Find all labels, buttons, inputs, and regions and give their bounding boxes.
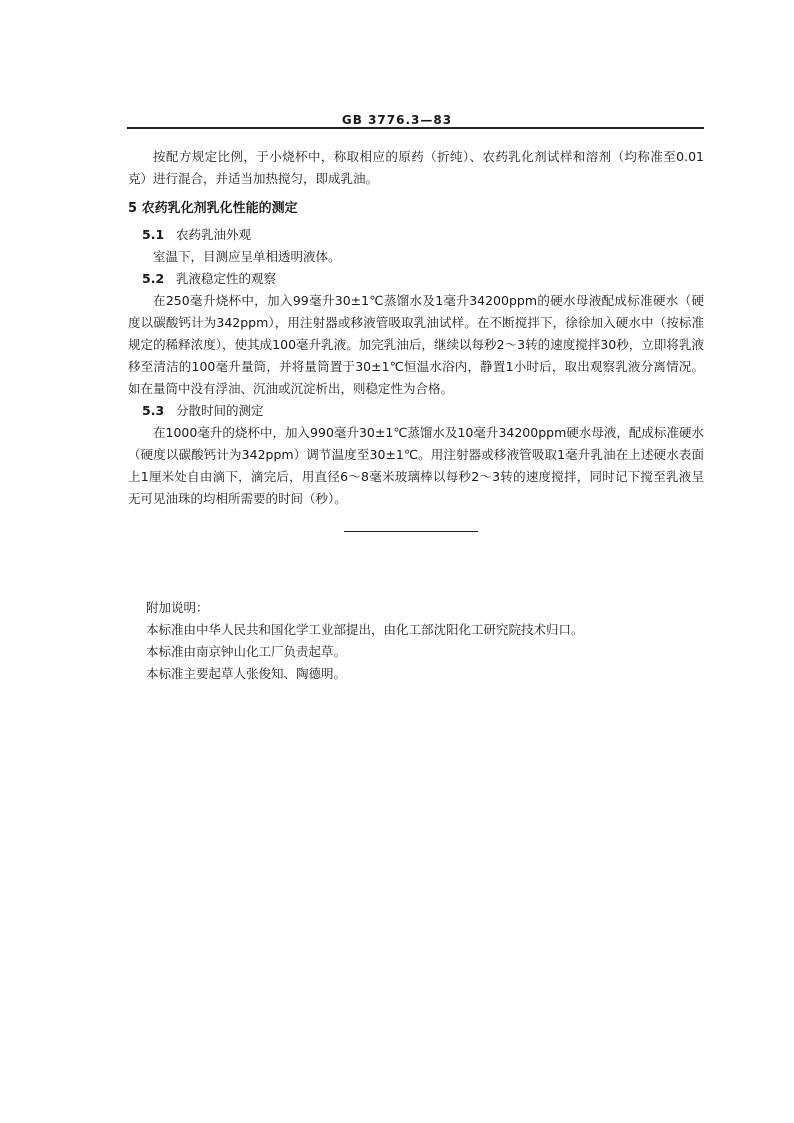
intro-paragraph: 按配方规定比例，于小烧杯中，称取相应的原药（折纯）、农药乳化剂试样和溶剂（均称准至0.01克）进行混合，并适当加热搅匀，即成乳油。 xyxy=(128,149,704,186)
main-text xyxy=(128,146,704,510)
section-title: 分散时间的测定 xyxy=(175,403,264,418)
appendix-notes xyxy=(146,597,666,685)
section-5-2-heading xyxy=(128,268,704,290)
section-5-1-heading xyxy=(128,224,704,246)
section-number: 5.1 xyxy=(142,227,165,242)
appendix-line: 本标准主要起草人张俊知、陶德明。 xyxy=(146,666,347,681)
section-title: 农药乳油外观 xyxy=(175,227,251,242)
appendix-line: 本标准由中华人民共和国化学工业部提出，由化工部沈阳化工研究院技术归口。 xyxy=(146,622,584,637)
section-number: 5.2 xyxy=(142,271,165,286)
appendix-line: 本标准由南京钟山化工厂负责起草。 xyxy=(146,644,347,659)
section-title: 乳液稳定性的观察 xyxy=(175,271,276,286)
section-5-1-body: 室温下，目测应呈单相透明液体。 xyxy=(153,249,341,264)
end-divider xyxy=(344,531,478,532)
section-5-3-body: 在1000毫升的烧杯中，加入990毫升30±1℃蒸馏水及10毫升34200ppm硬水母液，配成标准硬水（硬度以碳酸钙计为342ppm）调节温度至30±1℃。用注射器或移液管吸取1毫升乳油在上述硬水表面上1厘米处自由滴下，滴完后，用直径6～8毫米玻璃棒以每秒2～3转的速度搅拌，同时记下搅至乳液呈无可见油珠的均相所需要的时间（秒）。 xyxy=(128,425,704,506)
section-number: 5.3 xyxy=(142,403,165,418)
header-rule xyxy=(127,127,704,129)
section-5-3-heading xyxy=(128,400,704,422)
section-5-2-body: 在250毫升烧杯中，加入99毫升30±1℃蒸馏水及1毫升34200ppm的硬水母液配成标准硬水（硬度以碳酸钙计为342ppm），用注射器或移液管吸取乳油试样。在不断搅拌下，徐徐加入硬水中（按标准规定的稀释浓度），使其成100毫升乳液。加完乳油后，继续以每秒2～3转的速度搅拌30秒，立即将乳液移至清洁的100毫升量筒，并将量筒置于30±1℃恒温水浴内，静置1小时后，取出观察乳液分离情况。如在量筒中没有浮油、沉油或沉淀析出，则稳定性为合格。 xyxy=(128,293,704,396)
standard-code: GB 3776.3—83 xyxy=(341,113,453,127)
section-5-heading: 5 农药乳化剂乳化性能的测定 xyxy=(128,201,298,216)
appendix-title: 附加说明： xyxy=(146,600,209,615)
